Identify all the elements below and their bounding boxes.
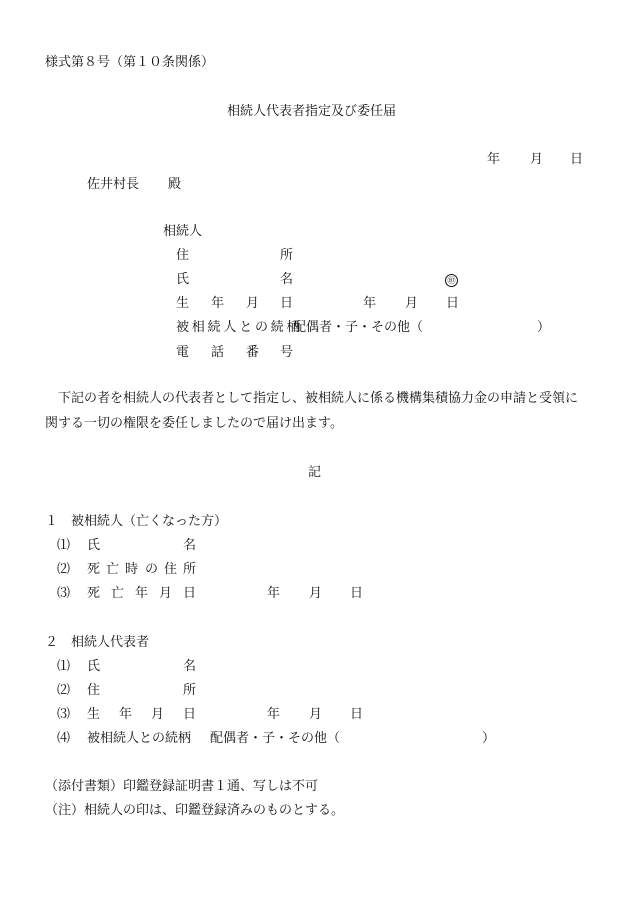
heir-phone-label-1: 電 — [176, 345, 190, 360]
ki-heading: 記 — [308, 465, 322, 480]
section2-heading: ２ 相続人代表者 — [45, 635, 150, 650]
heir-phone-label-4: 号 — [280, 345, 294, 360]
section2-item4-options: 配偶者・子・その他（ — [210, 731, 341, 746]
heir-birth-year: 年 — [363, 296, 377, 311]
section1-item2-label-2: 亡 — [106, 562, 120, 577]
section1-item2-label-4: の — [145, 562, 159, 577]
heir-birth-day: 日 — [446, 296, 460, 311]
heir-name-label-1: 氏 — [176, 272, 190, 287]
heir-relation-options: 配偶者・子・その他（ — [293, 320, 424, 335]
heir-address-label-2: 所 — [280, 248, 294, 263]
section2-item3-label-2: 年 — [119, 707, 133, 722]
section2-item2-num: ⑵ — [57, 683, 71, 698]
section1-item3-label-5: 日 — [183, 586, 197, 601]
section2-item3-label-1: 生 — [87, 707, 101, 722]
date-day-label: 日 — [570, 152, 584, 167]
section2-item3-month: 月 — [309, 707, 323, 722]
section1-item1-num: ⑴ — [57, 538, 71, 553]
form-number: 様式第８号（第１０条関係） — [45, 55, 215, 70]
heir-relation-label: 被相続人との続柄 — [176, 320, 303, 335]
section2-item4-label: 被相続人との続柄 — [87, 731, 192, 746]
heir-birth-label-3: 月 — [246, 296, 260, 311]
section2-item3-num: ⑶ — [57, 707, 71, 722]
heir-birth-label-2: 年 — [211, 296, 225, 311]
section1-item1-label-1: 氏 — [87, 538, 101, 553]
section1-item3-label-4: 月 — [159, 586, 173, 601]
section2-item4-close: ） — [482, 731, 496, 746]
heir-phone-label-2: 話 — [211, 345, 225, 360]
section1-item3-month: 月 — [309, 586, 323, 601]
note-seal: （注）相続人の印は、印鑑登録済みのものとする。 — [45, 803, 345, 818]
section1-item3-label-3: 年 — [135, 586, 149, 601]
section1-item2-num: ⑵ — [57, 562, 71, 577]
heir-birth-label-1: 生 — [176, 296, 190, 311]
section2-item3-label-3: 月 — [151, 707, 165, 722]
section2-item2-label-2: 所 — [183, 683, 197, 698]
body-paragraph: 下記の者を相続人の代表者として指定し、被相続人に係る機構集積協力金の申請と受領に関する一切の権限を委任しましたので届け出ます。 — [45, 391, 579, 431]
section1-item1-label-2: 名 — [183, 538, 197, 553]
addressee-honorific: 殿 — [168, 177, 182, 192]
heir-birth-month: 月 — [405, 296, 419, 311]
section2-item2-label-1: 住 — [87, 683, 101, 698]
section2-item4-num: ⑷ — [57, 731, 71, 746]
section2-item3-day: 日 — [350, 707, 364, 722]
section1-item3-label-2: 亡 — [111, 586, 125, 601]
note-attachments: （添付書類）印鑑登録証明書１通、写しは不可 — [45, 779, 319, 794]
addressee-name: 佐井村長 — [87, 177, 140, 192]
section1-item3-year: 年 — [267, 586, 281, 601]
section2-item3-label-4: 日 — [183, 707, 197, 722]
section1-item2-label-5: 住 — [164, 562, 178, 577]
heir-address-label-1: 住 — [176, 248, 190, 263]
document-title: 相続人代表者指定及び委任届 — [227, 104, 397, 119]
section1-item3-day: 日 — [350, 586, 364, 601]
section1-heading: １ 被相続人（亡くなった方） — [45, 514, 228, 529]
date-year-label: 年 — [487, 152, 501, 167]
section1-item2-label-6: 所 — [183, 562, 197, 577]
section1-item2-label-1: 死 — [87, 562, 101, 577]
heir-name-label-2: 名 — [280, 272, 294, 287]
section1-item3-label-1: 死 — [87, 586, 101, 601]
section1-item3-num: ⑶ — [57, 586, 71, 601]
heir-seal-mark: ㊞ — [445, 273, 458, 287]
section2-item1-label-1: 氏 — [87, 659, 101, 674]
heir-relation-close: ） — [537, 320, 551, 335]
heir-phone-label-3: 番 — [246, 345, 260, 360]
heir-heading: 相続人 — [163, 224, 203, 239]
section2-item3-year: 年 — [267, 707, 281, 722]
section2-item1-num: ⑴ — [57, 659, 71, 674]
section1-item2-label-3: 時 — [125, 562, 139, 577]
heir-birth-label-4: 日 — [280, 296, 294, 311]
section2-item1-label-2: 名 — [183, 659, 197, 674]
date-month-label: 月 — [530, 152, 544, 167]
